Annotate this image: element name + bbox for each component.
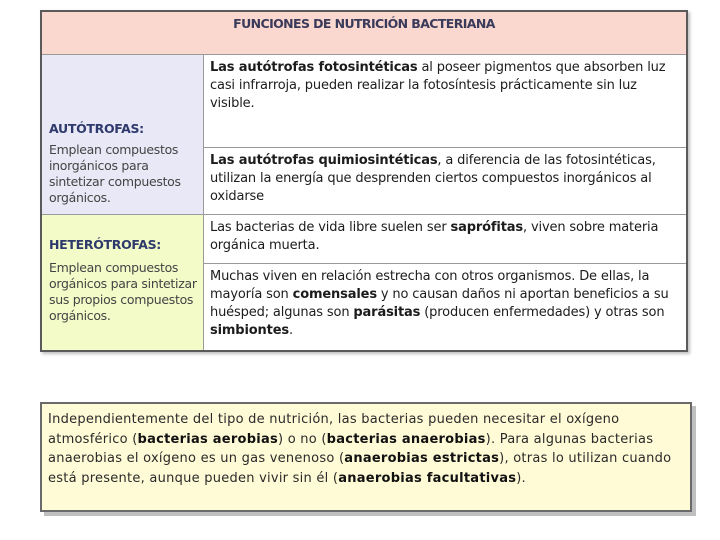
anaerobias-term: bacterias anaerobias (326, 431, 486, 447)
nutrition-table (40, 10, 688, 352)
oxygen-note-box (40, 402, 692, 512)
fotosinteticas-cell (204, 55, 686, 148)
aerobias-term: bacterias aerobias (137, 431, 278, 447)
oxygen-note-text: Independientemente del tipo de nutrición, las bacterias pueden necesitar el oxígeno atmosférico (bacterias aerobias) o no (bacterias anaerobias). Para algunas bacterias anaerobias el oxígeno es un gas venenoso (anaerobias estrictas), otras lo utilizan cuando está presente, aunque pueden vivir sin él (anaerobias facultativas). (48, 412, 672, 486)
autotrofas-title: AUTÓTROFAS: (49, 121, 144, 136)
heterotrofas-cell (42, 215, 204, 350)
fotosinteticas-term: Las autótrofas fotosintéticas (210, 60, 418, 75)
quimiosinteticas-cell (204, 148, 686, 215)
saprofitas-text: Las bacterias de vida libre suelen ser saprófitas, viven sobre materia orgánica muerta. (210, 220, 659, 253)
simbiontes-term: simbiontes (210, 323, 289, 338)
quimiosinteticas-term: Las autótrofas quimiosintéticas (210, 153, 438, 168)
relaciones-text: Muchas viven en relación estrecha con otros organismos. De ellas, la mayoría son comensales y no causan daños ni aportan beneficios a su huésped; algunas son parásitas (producen enfermedades) y otras son simbiontes. (210, 269, 669, 338)
saprofitas-term: saprófitas (450, 220, 523, 235)
relaciones-cell (204, 264, 686, 350)
quimiosinteticas-text: Las autótrofas quimiosintéticas, a diferencia de las fotosintéticas, utilizan la energía que desprenden ciertos compuestos inorgánicos al oxidarse (210, 153, 656, 204)
autotrofas-description: Emplean compuestos inorgánicos para sintetizar compuestos orgánicos. (49, 142, 181, 205)
anaerobias-facultativas-term: anaerobias facultativas (338, 470, 517, 486)
parasitas-term: parásitas (353, 305, 421, 320)
table-title: FUNCIONES DE NUTRICIÓN BACTERIANA (233, 16, 495, 31)
comensales-term: comensales (292, 287, 377, 302)
autotrofas-cell (42, 55, 204, 215)
table-header (42, 12, 686, 55)
fotosinteticas-text: Las autótrofas fotosintéticas al poseer pigmentos que absorben luz casi infrarroja, pueden realizar la fotosíntesis prácticamente sin luz visible. (210, 60, 666, 111)
saprofitas-cell (204, 215, 686, 264)
heterotrofas-description: Emplean compuestos orgánicos para sintetizar sus propios compuestos orgánicos. (49, 260, 197, 323)
heterotrofas-title: HETERÓTROFAS: (49, 237, 161, 252)
anaerobias-estrictas-term: anaerobias estrictas (344, 451, 500, 466)
